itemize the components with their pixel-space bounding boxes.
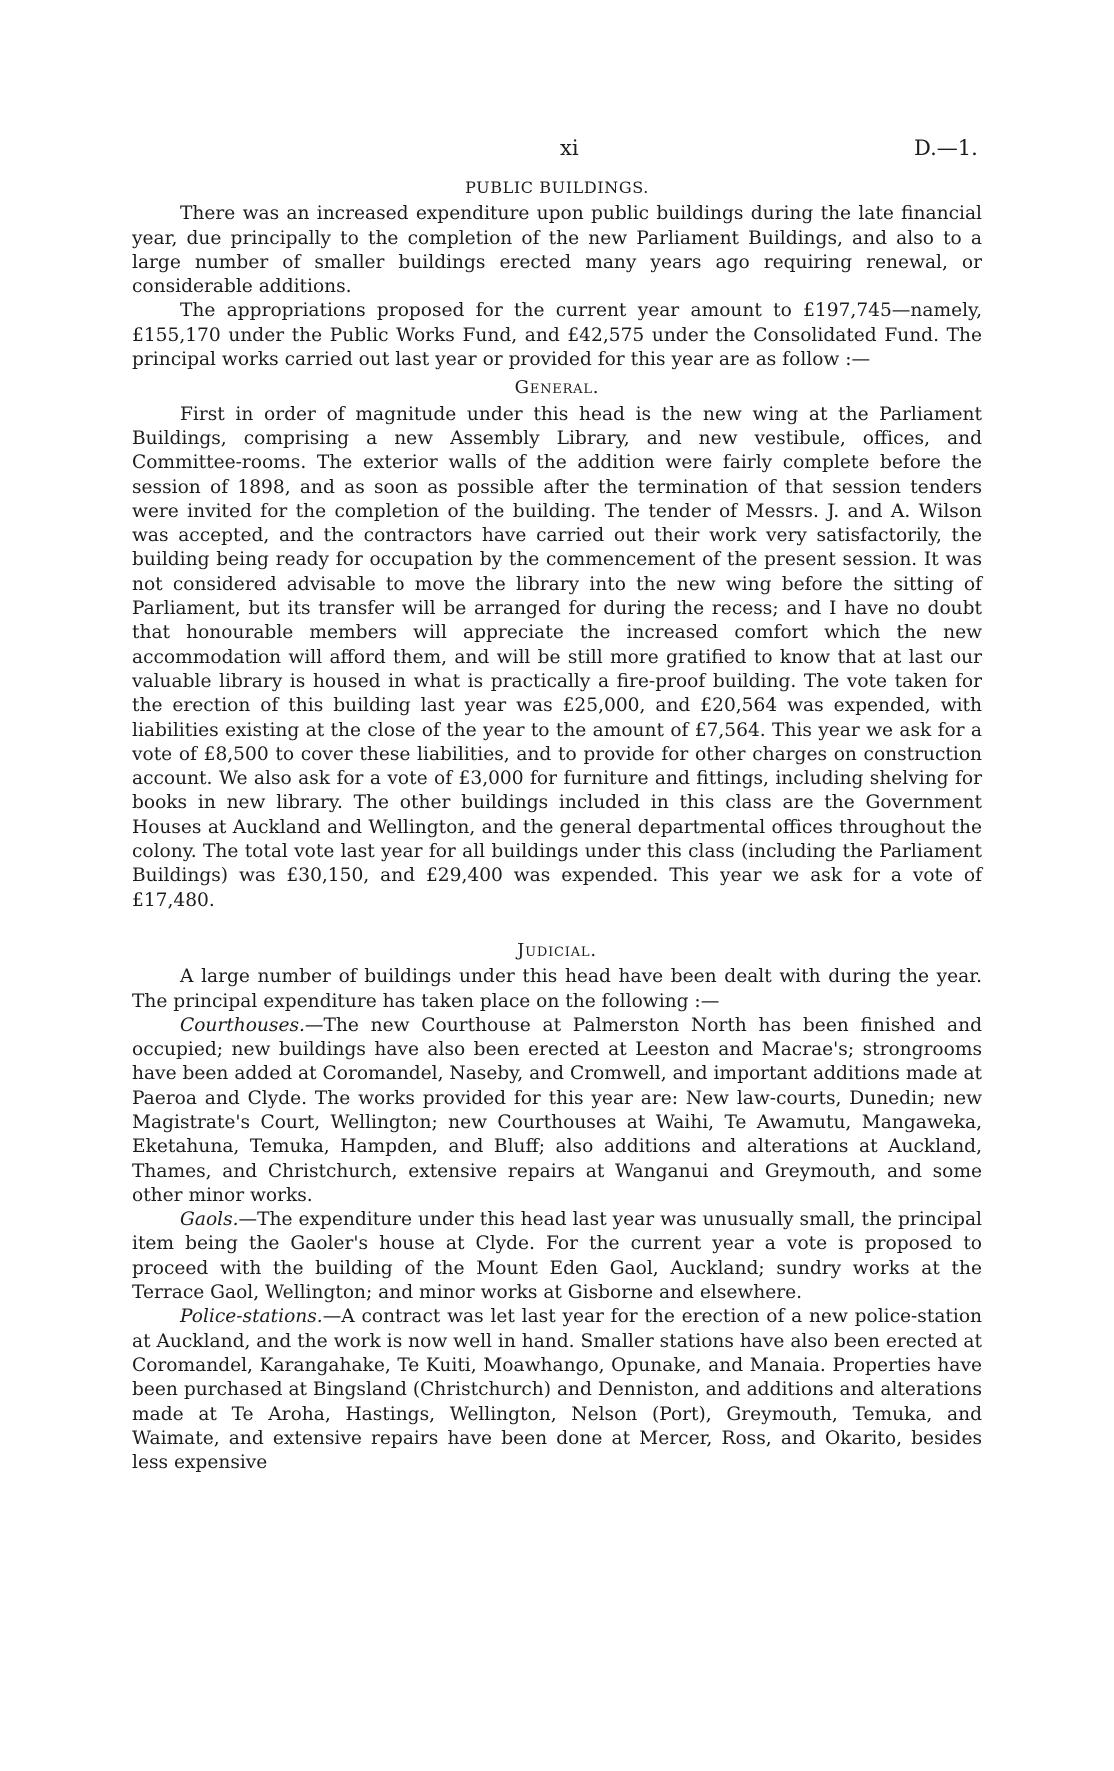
- body-text: [132, 176, 982, 1475]
- intro-paragraph-1: There was an increased expenditure upon public buildings during the late financial year, due principally to the completion of the new Parliament Buildings, and also to a large number of smaller buildings erected many years ago requiring renewal, or considerable additions.: [132, 203, 982, 298]
- subheading-judicial: Judicial.: [517, 939, 597, 961]
- courthouses-text: —The new Courthouse at Palmerston North has been finished and occupied; new buildings have also been erected at Leeston and Macrae's; strongrooms have been added at Coromandel, Naseby, and Cromwell, and important additions made at Paeroa and Clyde. The works provided for this year are: New law-courts, Dunedin; new Magistrate's Court, Wellington; new Courthouses at Waihi, Te Awamutu, Mangaweka, Eketahuna, Temuka, Hampden, and Bluff; also additions and alterations at Auckland, Thames, and Christchurch, extensive repairs at Wanganui and Greymouth, and some other minor works.: [132, 1014, 982, 1206]
- police-stations-lead: Police-stations.: [180, 1306, 323, 1328]
- courthouses-lead: Courthouses.: [180, 1014, 305, 1036]
- general-paragraph: First in order of magnitude under this head is the new wing at the Parliament Buildings, comprising a new Assembly Library, and new vestibule, offices, and Committee-rooms. The exterior walls of the addition were fairly complete before the session of 1898, and as soon as possible after the termination of that session tenders were invited for the completion of the building. The tender of Messrs. J. and A. Wilson was accepted, and the contractors have carried out their work very satisfactorily, the building being ready for occupation by the commencement of the present session. It was not considered advisable to move the library into the new wing before the sitting of Parliament, but its transfer will be arranged for during the recess; and I have no doubt that honourable members will appreciate the increased comfort which the new accommodation will afford them, and will be still more gratified to know that at last our valuable library is housed in what is practically a fire-proof building. The vote taken for the erection of this building last year was £25,000, and £20,564 was expended, with liabilities existing at the close of the year to the amount of £7,564. This year we ask for a vote of £8,500 to cover these liabilities, and to provide for other charges on construction account. We also ask for a vote of £3,000 for furniture and fittings, including shelving for books in new library. The other buildings included in this class are the Government Houses at Auckland and Wellington, and the general departmental offices throughout the colony. The total vote last year for all buildings under this class (including the Parliament Buildings) was £30,150, and £29,400 was expended. This year we ask for a vote of £17,480.: [132, 403, 982, 911]
- section-heading-public-buildings: PUBLIC BUILDINGS.: [465, 178, 649, 197]
- intro-paragraph-2: The appropriations proposed for the current year amount to £197,745—namely, £155,170 under the Public Works Fund, and £42,575 under the Consolidated Fund. The principal works carried out last year or provided for this year are as follow :—: [132, 300, 982, 371]
- page-header: [0, 136, 1114, 166]
- gaols-text: —The expenditure under this head last year was unusually small, the principal item being the Gaoler's house at Clyde. For the current year a vote is proposed to proceed with the building of the Mount Eden Gaol, Auckland; sundry works at the Terrace Gaol, Wellington; and minor works at Gisborne and elsewhere.: [132, 1209, 982, 1304]
- subheading-general: General.: [514, 377, 600, 399]
- police-stations-paragraph: [132, 1305, 982, 1475]
- courthouses-paragraph: [132, 1014, 982, 1208]
- gaols-paragraph: [132, 1208, 982, 1305]
- police-stations-text: —A contract was let last year for the erection of a new police-station at Auckland, and the work is now well in hand. Smaller stations have also been erected at Coromandel, Karangahake, Te Kuiti, Moawhango, Opunake, and Manaia. Properties have been purchased at Bingsland (Christchurch) and Denniston, and additions and alterations made at Te Aroha, Hastings, Wellington, Nelson (Port), Greymouth, Temuka, and Waimate, and extensive repairs have been done at Mercer, Ross, and Okarito, besides less expensive: [132, 1306, 982, 1474]
- page-number: xi: [560, 136, 579, 160]
- judicial-intro-paragraph: A large number of buildings under this head have been dealt with during the year. The principal expenditure has taken place on the following :—: [132, 966, 982, 1012]
- document-reference: D.—1.: [914, 136, 978, 160]
- gaols-lead: Gaols.: [180, 1209, 239, 1231]
